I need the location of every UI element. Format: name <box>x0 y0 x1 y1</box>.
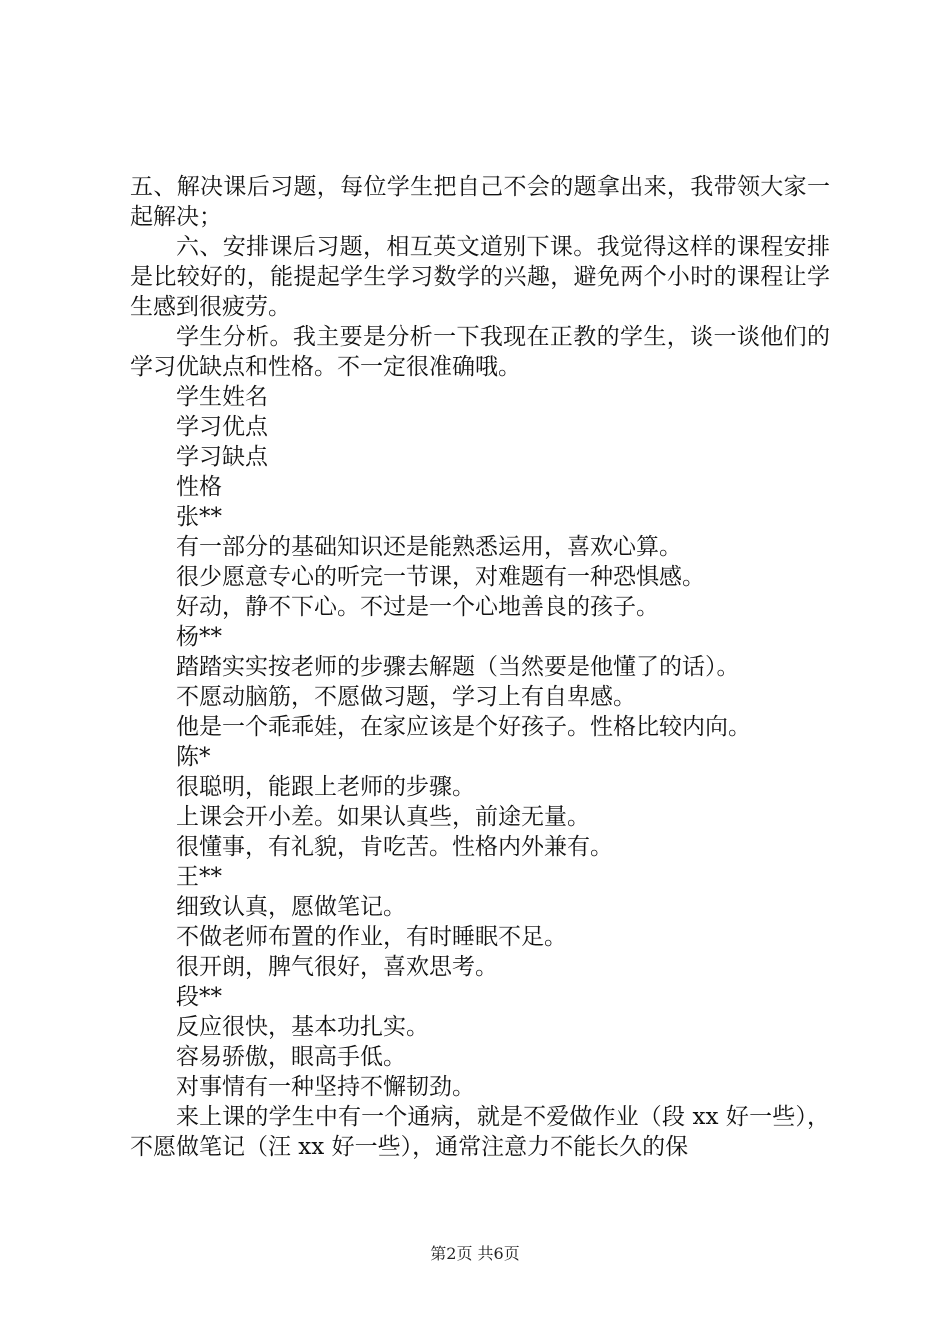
page-footer: 第2页 共6页 <box>430 1244 520 1263</box>
paragraph-step-six: 六、安排课后习题，相互英文道别下课。我觉得这样的课程安排是比较好的，能提起学生学习数学的兴趣，避免两个小时的课程让学生感到很疲劳。 <box>130 234 830 320</box>
paragraph-step-five: 五、解决课后习题，每位学生把自己不会的题拿出来，我带领大家一起解决； <box>130 174 830 230</box>
paragraph-student-analysis: 学生分析。我主要是分析一下我现在正教的学生，谈一谈他们的学习优缺点和性格。不一定很准确哦。 <box>130 324 830 380</box>
header-personality: 性格 <box>176 474 222 500</box>
student-strength: 有一部分的基础知识还是能熟悉运用，喜欢心算。 <box>176 534 682 560</box>
header-weaknesses: 学习缺点 <box>176 444 268 470</box>
student-weakness: 很少愿意专心的听完一节课，对难题有一种恐惧感。 <box>176 564 705 590</box>
document-body <box>130 172 830 1162</box>
student-strength: 细致认真，愿做笔记。 <box>176 894 406 920</box>
student-weakness: 不做老师布置的作业，有时睡眠不足。 <box>176 924 567 950</box>
student-name: 段** <box>176 984 222 1010</box>
student-name: 陈* <box>176 744 211 770</box>
student-weakness: 不愿动脑筋，不愿做习题，学习上有自卑感。 <box>176 684 636 710</box>
student-weakness: 容易骄傲，眼高手低。 <box>176 1044 406 1070</box>
student-personality: 好动，静不下心。不过是一个心地善良的孩子。 <box>176 594 659 620</box>
student-personality: 对事情有一种坚持不懈韧劲。 <box>176 1074 475 1100</box>
student-personality: 很开朗，脾气很好，喜欢思考。 <box>176 954 498 980</box>
student-strength: 反应很快，基本功扎实。 <box>176 1014 429 1040</box>
student-weakness: 上课会开小差。如果认真些，前途无量。 <box>176 804 590 830</box>
student-strength: 踏踏实实按老师的步骤去解题（当然要是他懂了的话）。 <box>176 654 740 680</box>
header-student-name: 学生姓名 <box>176 384 268 410</box>
student-strength: 很聪明，能跟上老师的步骤。 <box>176 774 475 800</box>
paragraph-common-problem: 来上课的学生中有一个通病，就是不爱做作业（段 xx 好一些），不愿做笔记（汪 xx 好一些），通常注意力不能长久的保 <box>130 1104 830 1160</box>
student-name: 王** <box>176 864 222 890</box>
student-personality: 他是一个乖乖娃，在家应该是个好孩子。性格比较内向。 <box>176 714 751 740</box>
student-personality: 很懂事，有礼貌，肯吃苦。性格内外兼有。 <box>176 834 613 860</box>
header-strengths: 学习优点 <box>176 414 268 440</box>
student-name: 杨** <box>176 624 222 650</box>
student-name: 张** <box>176 504 222 530</box>
